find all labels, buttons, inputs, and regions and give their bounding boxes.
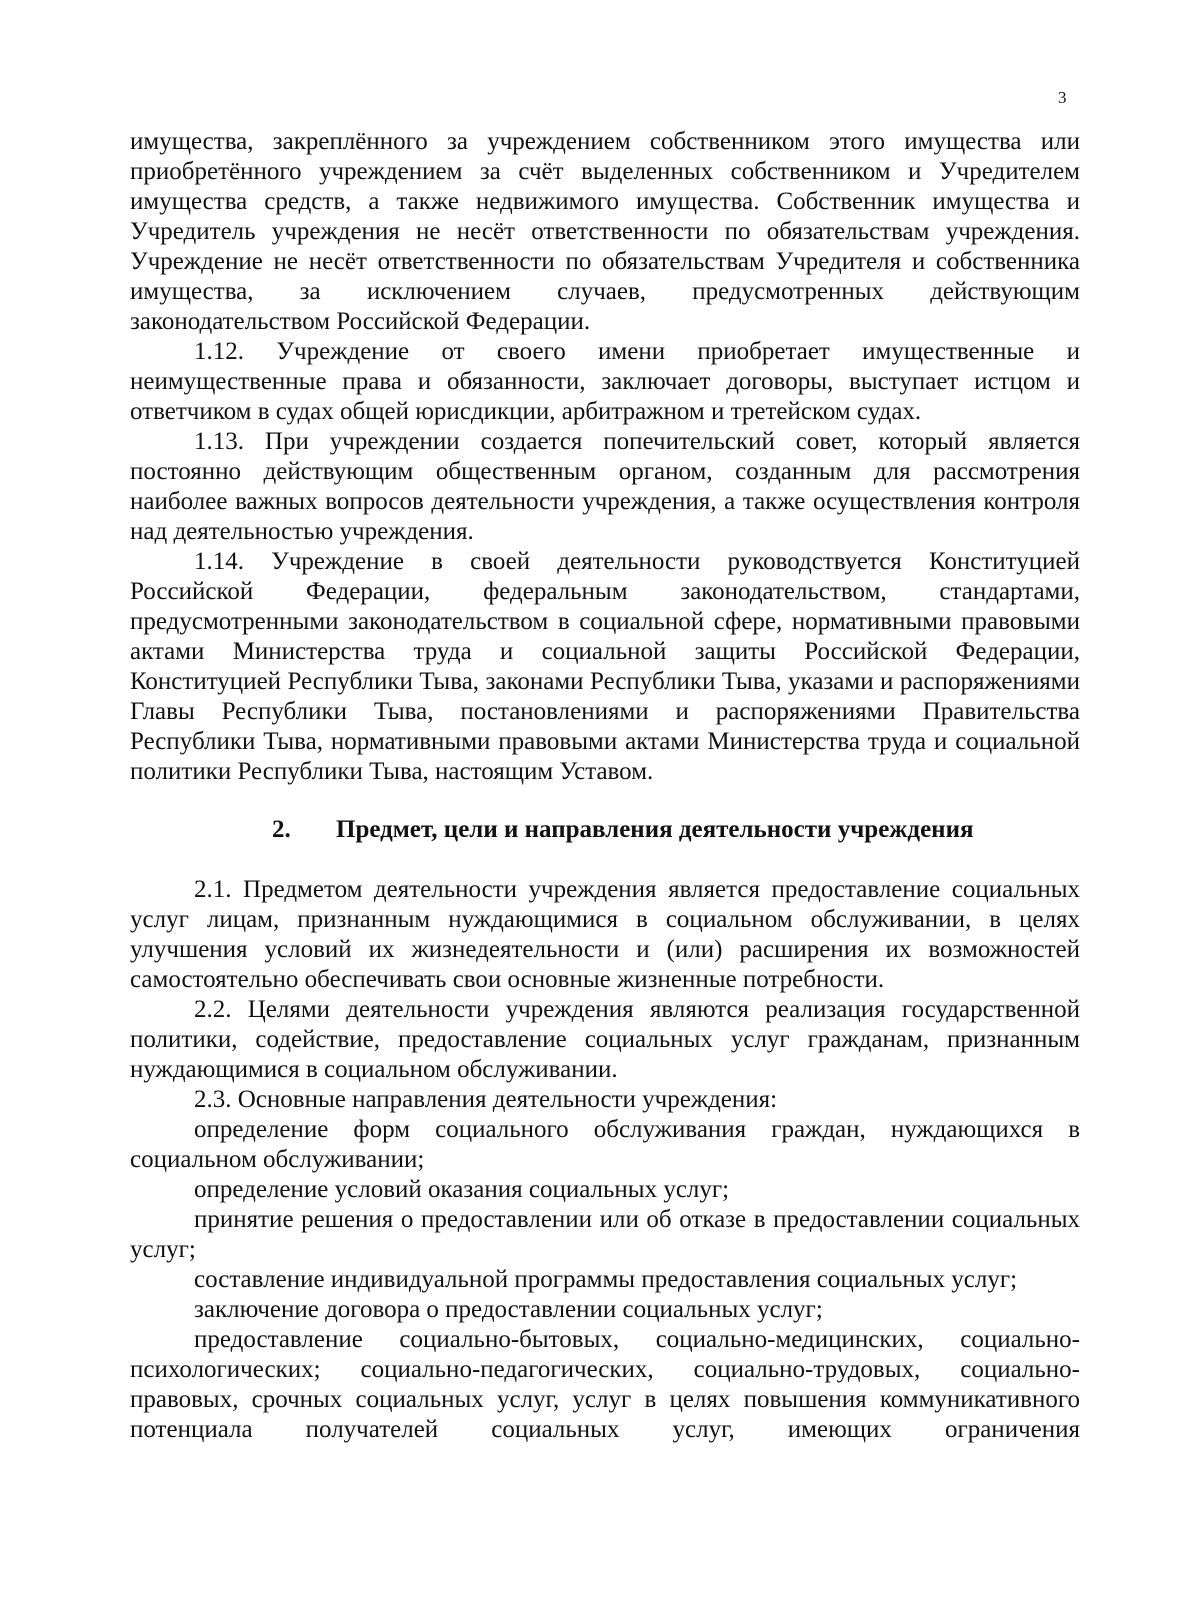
list-item: предоставление социально-бытовых, социально-медицинских, социально-психологических; социально-педагогических, социально-трудовых, социально-правовых, срочных социальных услуг, услуг в целях повышения коммуникативного потенциала получателей социальных услуг, имеющих ограничения <box>130 1326 1080 1443</box>
list-item: определение форм социального обслуживания граждан, нуждающихся в социальном обслуживании; <box>130 1116 1080 1173</box>
section-title: Предмет, цели и направления деятельности учреждения <box>336 816 974 843</box>
paragraph: имущества, закреплённого за учреждением собственником этого имущества или приобретённого учреждением за счёт выделенных собственником и Учредителем имущества средств, а также недвижимого имущества. Собственник имущества и Учредитель учреждения не несёт ответственности по обязательствам учреждения. Учреждение не несёт ответственности по обязательствам Учредителя и собственника имущества, за исключением случаев, предусмотренных действующим законодательством Российской Федерации. <box>130 128 1080 335</box>
page-number: 3 <box>1058 88 1067 107</box>
paragraph-2-3: 2.3. Основные направления деятельности учреждения: <box>194 1086 778 1113</box>
list-item: заключение договора о предоставлении социальных услуг; <box>194 1296 823 1323</box>
paragraph-2-2: 2.2. Целями деятельности учреждения являются реализация государственной политики, содействие, предоставление социальных услуг гражданам, признанным нуждающимися в социальном обслуживании. <box>130 996 1080 1083</box>
list-item: принятие решения о предоставлении или об отказе в предоставлении социальных услуг; <box>130 1206 1080 1263</box>
paragraph-1-12: 1.12. Учреждение от своего имени приобретает имущественные и неимущественные права и обязанности, заключает договоры, выступает истцом и ответчиком в судах общей юрисдикции, арбитражном и третейском судах. <box>130 338 1080 425</box>
section-heading <box>130 815 1080 845</box>
paragraph-2-1: 2.1. Предметом деятельности учреждения является предоставление социальных услуг лицам, признанным нуждающимися в социальном обслуживании, в целях улучшения условий их жизнедеятельности и (или) расширения их возможностей самостоятельно обеспечивать свои основные жизненные потребности. <box>130 876 1080 993</box>
paragraph-1-14: 1.14. Учреждение в своей деятельности руководствуется Конституцией Российской Федерации, федеральным законодательством, стандартами, предусмотренными законодательством в социальной сфере, нормативными правовыми актами Министерства труда и социальной защиты Российской Федерации, Конституцией Республики Тыва, законами Республики Тыва, указами и распоряжениями Главы Республики Тыва, постановлениями и распоряжениями Правительства Республики Тыва, нормативными правовыми актами Министерства труда и социальной политики Республики Тыва, настоящим Уставом. <box>130 548 1080 785</box>
list-item: составление индивидуальной программы предоставления социальных услуг; <box>194 1266 1018 1293</box>
list-item: определение условий оказания социальных услуг; <box>194 1176 730 1203</box>
section-number: 2. <box>272 816 291 843</box>
document-body <box>130 127 1080 1445</box>
paragraph-1-13: 1.13. При учреждении создается попечительский совет, который является постоянно действующим общественным органом, созданным для рассмотрения наиболее важных вопросов деятельности учреждения, а также осуществления контроля над деятельностью учреждения. <box>130 428 1080 545</box>
